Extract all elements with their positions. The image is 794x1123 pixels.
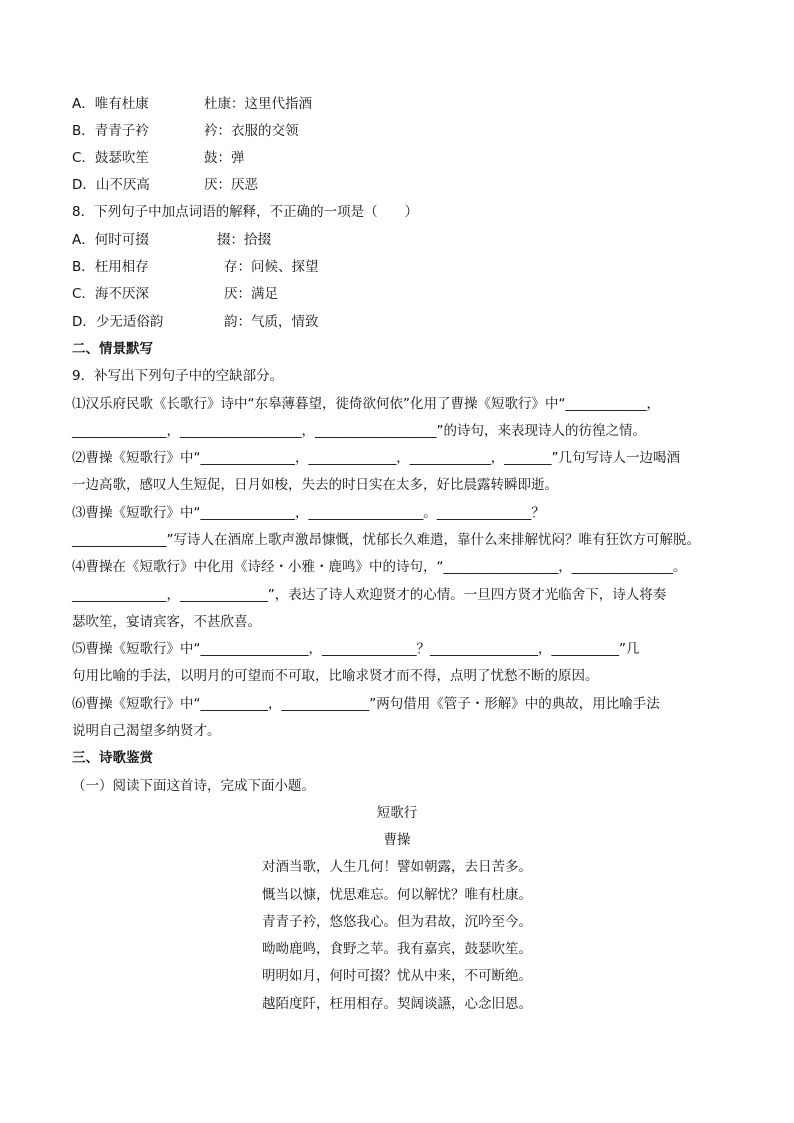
poem-line: 青青子衿，悠悠我心。但为君故，沉吟至今。 [262,914,532,930]
q8-stem: 8．下列句子中加点词语的解释，不正确的一项是（ ） [72,204,419,220]
section-3-instruction: （一）阅读下面这首诗，完成下面小题。 [72,778,315,794]
poem-line: 越陌度阡，枉用相存。契阔谈讌，心念旧恩。 [262,996,532,1012]
q7-option-c: C．鼓瑟吹笙 鼓：弹 [72,150,245,166]
q9-item-4-line-1: ⑷曹操在《短歌行》中化用《诗经・小雅・鹿鸣》中的诗句，“_________________，_______________。 [72,559,687,575]
poem-line: 呦呦鹿鸣，食野之苹。我有嘉宾，鼓瑟吹笙。 [262,941,532,957]
q9-item-4-line-2: ______________，_____________”，表达了诗人欢迎贤才的心情。一旦四方贤才光临舍下，诗人将奏 [72,587,667,603]
q9-stem: 9．补写出下列句子中的空缺部分。 [72,368,284,384]
q9-item-5-line-2: 句用比喻的手法，以明月的可望而不可取，比喻求贤才而不得，点明了忧愁不断的原因。 [72,668,599,684]
poem-title: 短歌行 [376,805,418,821]
q7-option-b: B．青青子衿 衿：衣服的交领 [72,123,299,139]
poem-line: 明明如月，何时可掇？忧从中来，不可断绝。 [262,968,532,984]
section-3-heading: 三、诗歌鉴赏 [72,750,153,766]
q8-option-d: D．少无适俗韵 韵：气质，情致 [72,314,319,330]
q9-item-5-line-1: ⑸曹操《短歌行》中“________________，______________？________________，__________”几 [72,641,640,657]
poem-author: 曹操 [383,832,411,848]
q9-item-1-line-1: ⑴汉乐府民歌《长歌行》诗中“东皋薄暮望，徙倚欲何依”化用了曹操《短歌行》中“____________， [72,396,660,412]
section-2-heading: 二、情景默写 [72,341,153,357]
poem-line: 慨当以慷，忧思难忘。何以解忧？唯有杜康。 [262,887,532,903]
q9-item-6-line-1: ⑹曹操《短歌行》中“__________，_____________”两句借用《管子・形解》中的典故，用比喻手法 [72,696,660,712]
q7-option-d: D．山不厌高 厌：厌恶 [72,177,258,193]
q9-item-2-line-2: 一边高歌，感叹人生短促，日月如梭，失去的时日实在太多，好比晨露转瞬即逝。 [72,477,558,493]
q8-option-c: C．海不厌深 厌：满足 [72,286,278,302]
q9-item-2-line-1: ⑵曹操《短歌行》中“______________，_____________，____________，_______”几句写诗人一边喝酒 [72,450,680,466]
q9-item-1-line-2: ______________，__________________，__________________”的诗句，来表现诗人的彷徨之情。 [72,423,646,439]
poem-line: 对酒当歌，人生几何！譬如朝露，去日苦多。 [262,859,532,875]
q9-item-3-line-1: ⑶曹操《短歌行》中“______________，_________________。______________？ [72,505,545,521]
q9-item-3-line-2: ______________”写诗人在酒席上歌声激昂慷慨，忧郁长久难遣，靠什么来排解忧闷？唯有狂饮方可解脱。 [72,532,700,548]
q9-item-4-line-3: 瑟吹笙，宴请宾客，不甚欣喜。 [72,614,261,630]
q9-item-6-line-2: 说明自己渴望多纳贤才。 [72,723,221,739]
q8-option-a: A．何时可掇 掇：拾掇 [72,232,271,248]
q8-option-b: B．枉用相存 存：问候、探望 [72,259,319,275]
q7-option-a: A．唯有杜康 杜康：这里代指酒 [72,96,312,112]
